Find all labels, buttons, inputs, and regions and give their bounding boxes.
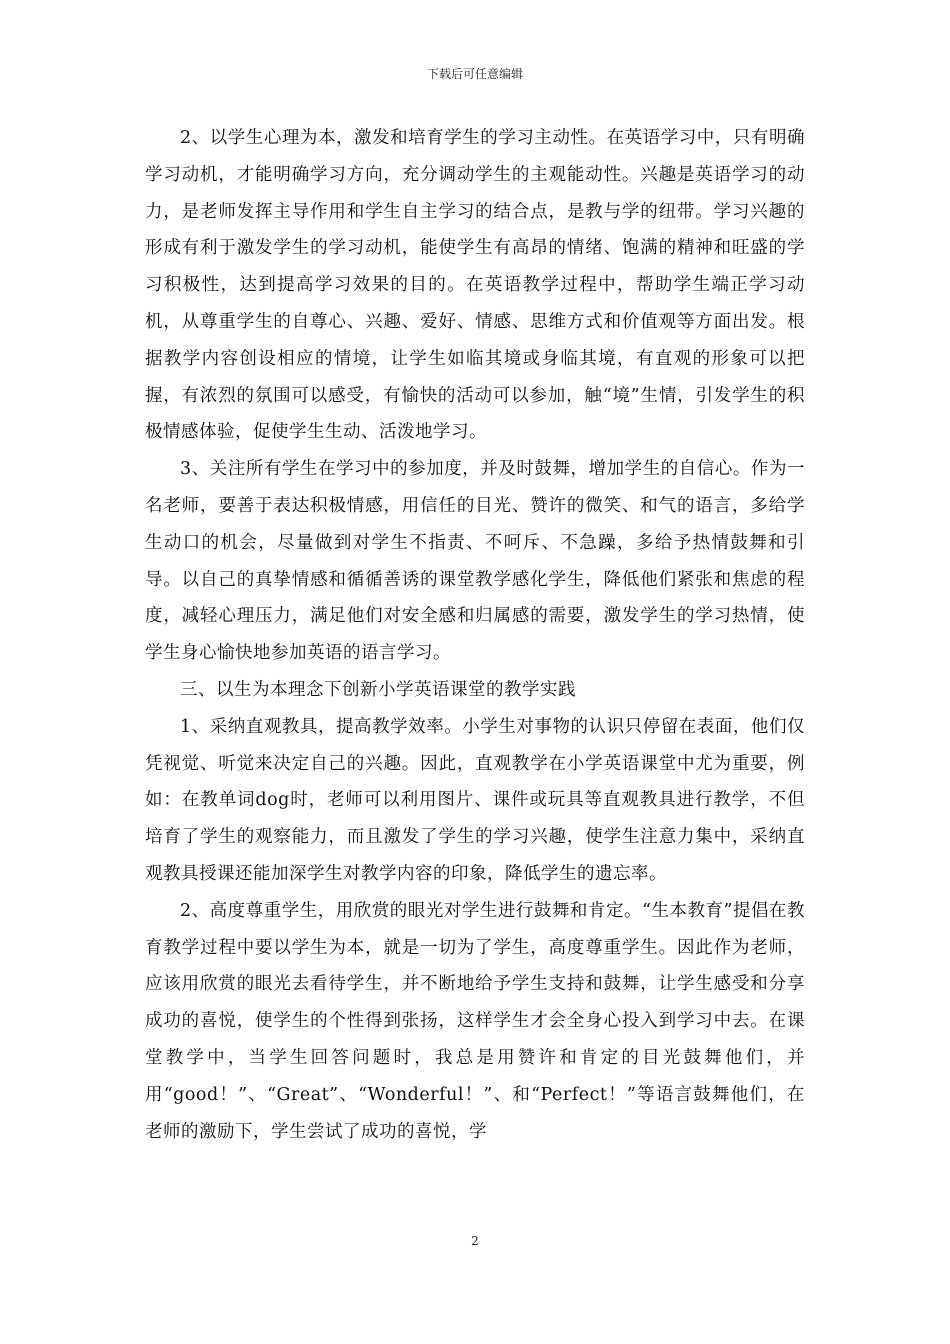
- document-body: [145, 120, 805, 1150]
- paragraph-respect-students: 2、高度尊重学生，用欣赏的眼光对学生进行鼓舞和肯定。“生本教育”提倡在教育教学过程中要以学生为本，就是一切为了学生，高度尊重学生。因此作为老师，应该用欣赏的眼光去看待学生，并不断地给予学生支持和鼓舞，让学生感受和分享成功的喜悦，使学生的个性得到张扬，这样学生才会全身心投入到学习中去。在课堂教学中，当学生回答问题时，我总是用赞许和肯定的目光鼓舞他们，并用“good！”、“Great”、“Wonderful！”、和“Perfect！”等语言鼓舞他们，在老师的激励下，学生尝试了成功的喜悦，学: [145, 900, 805, 1142]
- paragraph-teaching-aids: 1、采纳直观教具，提高教学效率。小学生对事物的认识只停留在表面，他们仅凭视觉、听觉来决定自己的兴趣。因此，直观教学在小学英语课堂中尤为重要，例如：在教单词dog时，老师可以利用图片、课件或玩具等直观教具进行教学，不但培育了学生的观察能力，而且激发了学生的学习兴趣，使学生注意力集中，采纳直观教具授课还能加深学生对教学内容的印象，降低学生的遗忘率。: [145, 716, 805, 884]
- page-number: 2: [471, 1234, 479, 1248]
- paragraph-participation: 3、关注所有学生在学习中的参加度，并及时鼓舞，增加学生的自信心。作为一名老师，要善于表达积极情感，用信任的目光、赞许的微笑、和气的语言，多给学生动口的机会，尽量做到对学生不指责、不呵斥、不急躁，多给予热情鼓舞和引导。以自己的真挚情感和循循善诱的课堂教学感化学生，降低他们紧张和焦虑的程度，减轻心理压力，满足他们对安全感和归属感的需要，激发学生的学习热情，使学生身心愉快地参加英语的语言学习。: [145, 459, 805, 664]
- paragraph-motivation: 2、以学生心理为本，激发和培育学生的学习主动性。在英语学习中，只有明确学习动机，才能明确学习方向，充分调动学生的主观能动性。兴趣是英语学习的动力，是老师发挥主导作用和学生自主学习的结合点，是教与学的纽带。学习兴趣的形成有利于激发学生的学习动机，能使学生有高昂的情绪、饱满的精神和旺盛的学习积极性，达到提高学习效果的目的。在英语教学过程中，帮助学生端正学习动机，从尊重学生的自尊心、兴趣、爱好、情感、思维方式和价值观等方面出发。根据教学内容创设相应的情境，让学生如临其境或身临其境，有直观的形象可以把握，有浓烈的氛围可以感受，有愉快的活动可以参加，触“境”生情，引发学生的积极情感体验，促使学生生动、活泼地学习。: [145, 128, 805, 443]
- section-heading: 三、以生为本理念下创新小学英语课堂的教学实践: [180, 679, 576, 700]
- page-header-note: 下载后可任意编辑: [426, 67, 523, 81]
